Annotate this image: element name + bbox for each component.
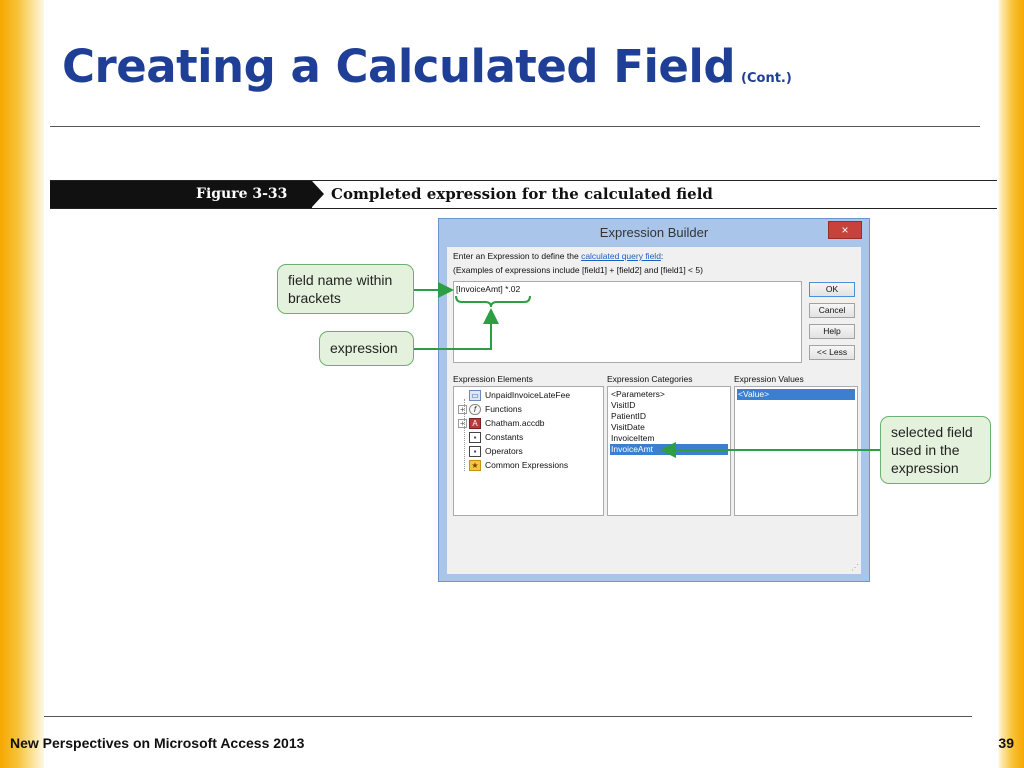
database-icon: A [469, 418, 481, 429]
expand-icon[interactable]: + [458, 405, 467, 414]
expression-text: [InvoiceAmt] *.02 [456, 284, 521, 294]
help-button[interactable]: Help [809, 324, 855, 339]
constants-icon: ▪ [469, 432, 481, 443]
category-item-selected[interactable]: InvoiceAmt [610, 444, 728, 455]
category-item[interactable]: InvoiceItem [611, 433, 655, 443]
close-button[interactable]: × [828, 221, 862, 239]
expression-input[interactable] [453, 281, 802, 363]
expression-examples: (Examples of expressions include [field1] + [field2] and [field1] < 5) [453, 265, 703, 275]
cancel-button[interactable]: Cancel [809, 303, 855, 318]
prompt-colon: : [660, 251, 664, 261]
expression-categories-label: Expression Categories [607, 374, 693, 384]
window-client-area [447, 247, 861, 574]
callout-field-name: field name within brackets [277, 264, 414, 314]
category-item[interactable]: VisitID [611, 400, 636, 410]
left-decorative-bar [0, 0, 44, 768]
operators-icon: ▪ [469, 446, 481, 457]
calculated-query-field-link[interactable]: calculated query field [581, 251, 661, 261]
tree-item-operators[interactable] [458, 446, 523, 459]
expand-icon[interactable]: + [458, 419, 467, 428]
title-divider [50, 126, 980, 127]
tree-item-functions[interactable] [458, 404, 522, 417]
query-icon: ▭ [469, 390, 481, 401]
tree-item-label: Operators [485, 446, 523, 456]
slide-title [62, 40, 792, 93]
expression-elements-label: Expression Elements [453, 374, 533, 384]
figure-band-bottom-line [50, 208, 997, 209]
figure-caption: Completed expression for the calculated field [331, 185, 713, 203]
expression-builder-window [438, 218, 870, 582]
tree-item-common-expressions[interactable] [458, 460, 568, 473]
common-expressions-icon: ★ [469, 460, 481, 471]
callout-selected-field: selected field used in the expression [880, 416, 991, 484]
tree-item-label: UnpaidInvoiceLateFee [485, 390, 571, 400]
value-item-selected[interactable]: <Value> [737, 389, 855, 400]
right-bar-inset [996, 0, 998, 580]
expression-categories-list[interactable] [607, 386, 731, 516]
callout-expression: expression [319, 331, 414, 366]
expression-elements-tree[interactable] [453, 386, 604, 516]
category-item[interactable]: PatientID [611, 411, 646, 421]
tree-item-chatham-accdb[interactable] [458, 418, 545, 431]
right-decorative-bar [998, 0, 1024, 768]
resize-grip-icon[interactable]: ⋰ [851, 563, 859, 572]
footer-divider [44, 716, 972, 717]
footer-course-title: New Perspectives on Microsoft Access 2013 [10, 735, 305, 751]
slide-title-text: Creating a Calculated Field [62, 40, 736, 93]
expression-values-label: Expression Values [734, 374, 804, 384]
tree-item-label: Common Expressions [485, 460, 569, 470]
window-title: Expression Builder [599, 225, 709, 240]
tree-item-label: Constants [485, 432, 524, 442]
tree-item-label: Chatham.accdb [485, 418, 545, 428]
expression-prompt [453, 251, 663, 261]
page-number: 39 [998, 735, 1014, 751]
less-button[interactable]: << Less [809, 345, 855, 360]
tree-item-unpaidinvoicelatefee[interactable] [458, 390, 570, 403]
tree-item-constants[interactable] [458, 432, 523, 445]
prompt-text: Enter an Expression to define the [453, 251, 582, 261]
slide-title-suffix: (Cont.) [741, 71, 792, 86]
category-item[interactable]: <Parameters> [611, 389, 665, 399]
function-icon: f [469, 404, 481, 415]
ok-button[interactable]: OK [809, 282, 855, 297]
category-item[interactable]: VisitDate [611, 422, 645, 432]
expression-values-list[interactable] [734, 386, 858, 516]
figure-number: Figure 3-33 [196, 186, 288, 202]
tree-item-label: Functions [485, 404, 522, 414]
